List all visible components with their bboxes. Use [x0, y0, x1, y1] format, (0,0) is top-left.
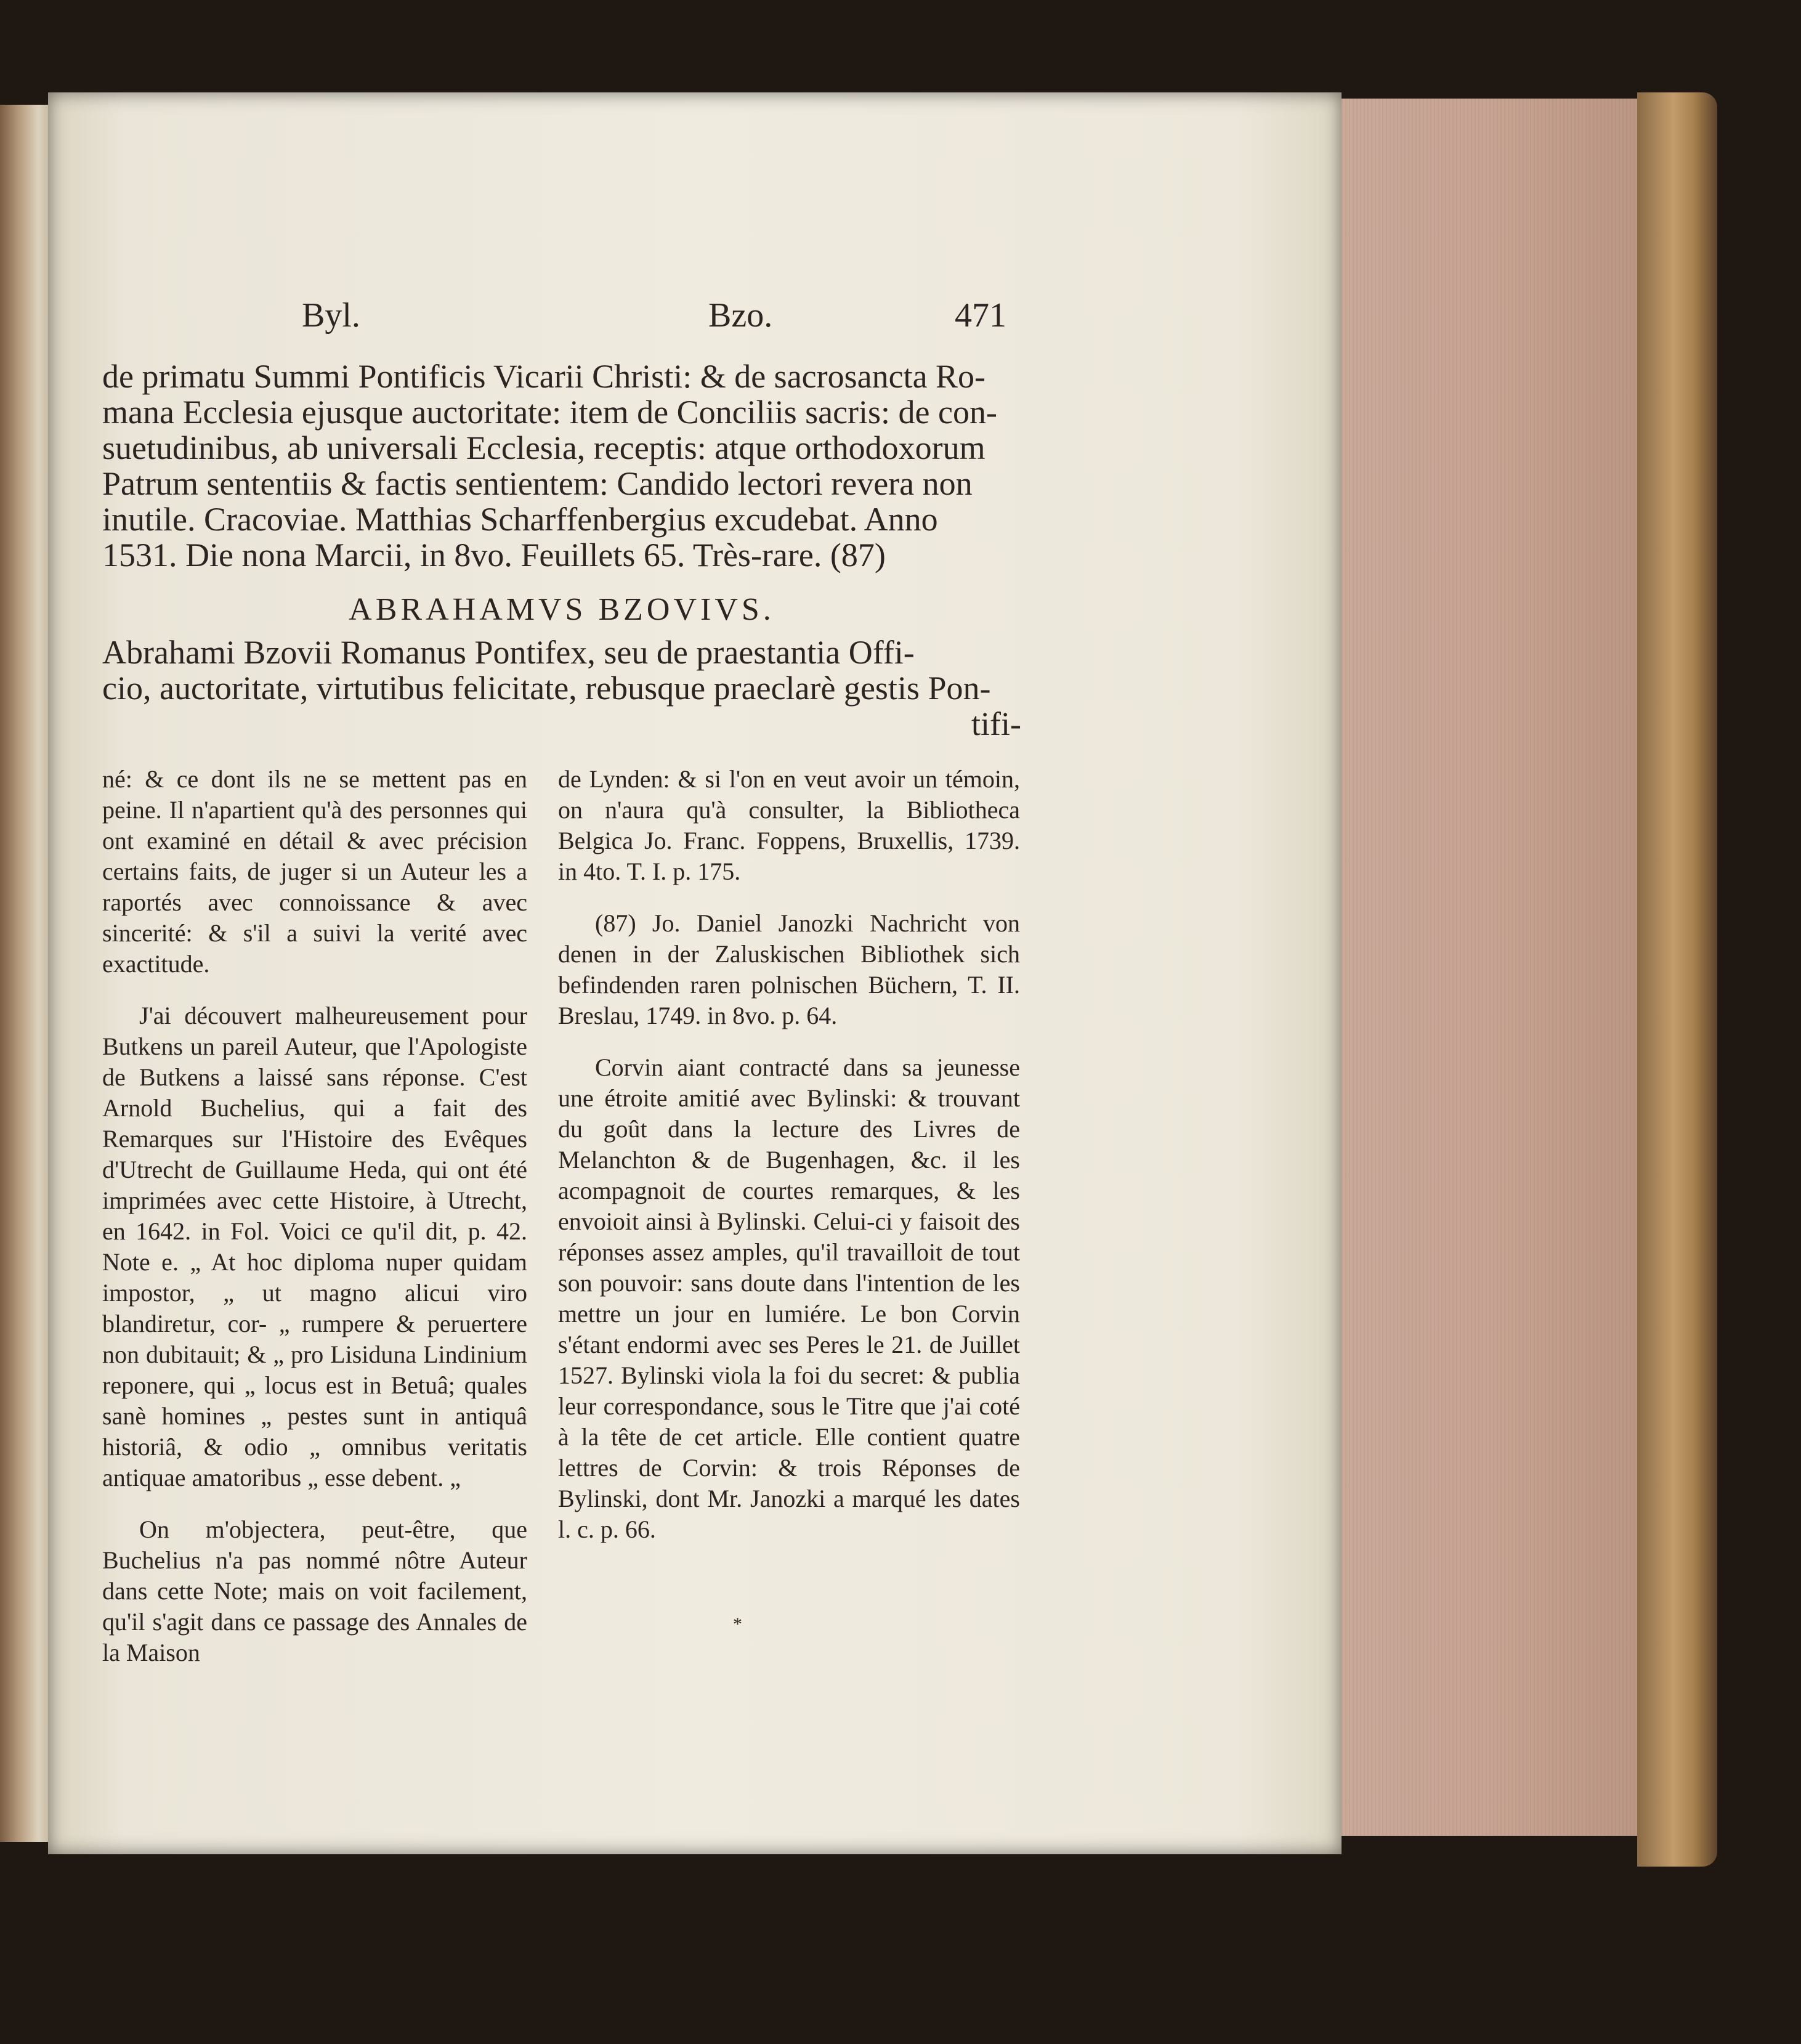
running-head-center: Bzo. [708, 296, 773, 335]
left-column [102, 764, 527, 1689]
top-line: de primatu Summi Pontificis Vicarii Christi: & de sacrosancta Ro- [102, 358, 986, 395]
intro-line: cio, auctoritate, virtutibus felicitate, rebusque praeclarè gestis Pon- [102, 670, 991, 707]
footnote-87: (87) Jo. Daniel Janozki Nachricht von denen in der Zaluskischen Bibliothek sich befindenden raren polnischen Büchern, T. II. Breslau, 1749. in 8vo. p. 64. [558, 909, 1020, 1029]
intro-line: tifi- [971, 705, 1021, 742]
page-number: 471 [955, 296, 1006, 335]
top-line: inutile. Cracoviae. Matthias Scharffenbergius excudebat. Anno [102, 501, 938, 538]
left-paragraph-1: né: & ce dont ils ne se mettent pas en peine. Il n'apartient qu'à des personnes qui ont examiné en détail & avec précision certains faits, de juger si un Auteur les a raportés avec connoissance & avec sincerité: & s'il a suivi la verité avec exactitude. [102, 765, 527, 978]
left-page-edge [0, 105, 48, 1842]
top-line: 1531. Die nona Marcii, in 8vo. Feuillets 65. Très-rare. (87) [102, 537, 886, 574]
right-paragraph-1: de Lynden: & si l'on en veut avoir un témoin, on n'aura qu'à consulter, la Bibliotheca Belgica Jo. Franc. Foppens, Bruxellis, 1739. in 4to. T. I. p. 175. [558, 765, 1020, 885]
top-line: Patrum sententiis & factis sentientem: Candido lectori revera non [102, 465, 973, 502]
top-line: suetudinibus, ab universali Ecclesia, receptis: atque orthodoxorum [102, 429, 985, 466]
top-paragraph [102, 359, 1021, 573]
book-cover-edge [1637, 92, 1717, 1867]
left-paragraph-3: On m'objectera, peut-être, que Buchelius n'a pas nommé nôtre Auteur dans cette Note; mais on voit facilement, qu'il s'agit dans ce passage des Annales de la Maison [102, 1515, 527, 1666]
text-block-edge [1342, 99, 1637, 1836]
top-line: mana Ecclesia ejusque auctoritate: item de Conciliis sacris: de con- [102, 394, 997, 431]
signature-mark: * [733, 1614, 742, 1634]
right-column [558, 764, 1020, 1566]
running-head [0, 296, 1801, 345]
right-paragraph-3: Corvin aiant contracté dans sa jeunesse une étroite amitié avec Bylinski: & trouvant du goût dans la lecture des Livres de Melanchton & de Bugenhagen, &c. il les acompagnoit de courtes remarques, & les envoioit ainsi à Bylinski. Celui-ci y faisoit des réponses assez amples, qu'il travailloit de tout son pouvoir: sans doute dans l'intention de les mettre un jour en lumiére. Le bon Corvin s'étant endormi avec ses Peres le 21. de Juillet 1527. Bylinski viola la foi du secret: & publia leur correspondance, sous le Titre que j'ai coté à la tête de cet article. Elle contient quatre lettres de Corvin: & trois Réponses de Bylinski, dont Mr. Janozki a marqué les dates l. c. p. 66. [558, 1053, 1020, 1543]
section-heading: ABRAHAMVS BZOVIVS. [349, 592, 775, 627]
intro-line: Abrahami Bzovii Romanus Pontifex, seu de praestantia Offi- [102, 634, 915, 671]
entry-intro [102, 635, 1021, 742]
running-head-left: Byl. [302, 296, 360, 335]
left-paragraph-2: J'ai découvert malheureusement pour Butkens un pareil Auteur, que l'Apologiste de Butkens a laissé sans réponse. C'est Arnold Buchelius, qui a fait des Remarques sur l'Histoire des Evêques d'Utrecht de Guillaume Heda, qui ont été imprimées avec cette Histoire, à Utrecht, en 1642. in Fol. Voici ce qu'il dit, p. 42. Note e. „ At hoc diploma nuper quidam impostor, „ ut magno alicui viro blandiretur, cor- „ rumpere & peruertere non dubitauit; & „ pro Lisiduna Lindinium reponere, qui „ locus est in Betuâ; quales sanè homines „ pestes sunt in antiquâ historiâ, & odio „ omnibus veritatis antiquae amatoribus „ esse debent. „ [102, 1002, 527, 1491]
